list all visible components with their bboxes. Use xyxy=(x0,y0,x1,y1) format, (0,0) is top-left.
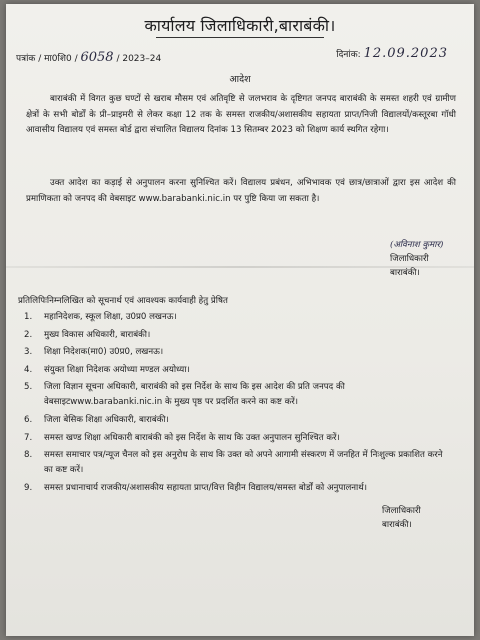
patrank-label: पत्रांक xyxy=(16,54,36,64)
copy-list xyxy=(16,310,452,498)
copy-item-number: 1. xyxy=(24,312,33,322)
signature-block xyxy=(390,238,443,280)
letter-date xyxy=(336,46,448,61)
copy-item-number: 5. xyxy=(24,382,33,393)
copy-item-text: जिला बेसिक शिक्षा अधिकारी, बाराबंकी। xyxy=(44,414,169,425)
signatory-designation: जिलाधिकारी xyxy=(390,254,429,264)
copy-item-number: 4. xyxy=(24,364,33,375)
signatory-place: बाराबंकी। xyxy=(390,268,420,278)
copy-heading: प्रतिलिपिःनिम्नलिखित को सूचनार्थ एवं आवश्यक कार्यवाही हेतु प्रेषित xyxy=(18,296,228,306)
copy-list-item xyxy=(16,448,452,478)
copy-item-number: 7. xyxy=(24,432,33,443)
final-signature-block xyxy=(382,498,421,532)
copy-item-text: समस्त खण्ड शिक्षा अधिकारी बाराबंकी को इस निर्देश के साथ कि उक्त अनुपालन सुनिश्चित करें। xyxy=(44,432,340,443)
signatory-name: (अविनाश कुमार) xyxy=(390,240,444,250)
copy-list-item xyxy=(16,431,452,446)
copy-list-item xyxy=(16,380,452,410)
copy-list-item xyxy=(16,481,452,496)
copy-list-item xyxy=(16,345,452,360)
copy-list-item xyxy=(16,328,452,343)
copy-list-item xyxy=(16,413,452,428)
patrank-prefix: / मा0शि0 / xyxy=(38,54,78,64)
copy-item-text: समस्त प्रधानाचार्य राजकीय/अशासकीय सहायता प्राप्त/वित्त विहीन विद्यालय/समस्त बोर्डों को अनुपालनार्थ। xyxy=(44,482,368,493)
order-heading: आदेश xyxy=(229,74,251,85)
copy-list-item xyxy=(16,363,452,378)
office-title: कार्यालय जिलाधिकारी,बाराबंकी। xyxy=(144,16,336,35)
patrank-year: / 2023–24 xyxy=(116,54,162,64)
order-paragraph-1: बाराबंकी में विगत कुछ घण्टों से खराब मौसम एवं अतिवृष्टि से जलभराव के दृष्टिगत जनपद बाराबंकी के समस्त शहरी एवं ग्रामीण क्षेत्रों के सभी बोर्डों के प्री–प्राइमरी से लेकर कक्षा 12 तक के समस्त राजकीय/अशासकीय सहायता प्राप्त/निजी विद्यालयों/कस्तूरबा गॉधी आवासीय विद्यालय एवं समस्त बोर्ड द्वारा संचालित विद्यालय दिनांक 13 सितम्बर 2023 को शिक्षण कार्य स्थगित रहेगा। xyxy=(26,94,456,135)
dinank-value: 12.09.2023 xyxy=(363,46,448,61)
copy-item-number: 9. xyxy=(24,482,33,493)
copy-item-number: 6. xyxy=(24,414,33,425)
letter-reference xyxy=(16,50,161,65)
document-page xyxy=(6,4,474,636)
title-underline xyxy=(156,37,324,38)
copy-item-number: 3. xyxy=(24,347,33,358)
final-designation: जिलाधिकारी xyxy=(382,506,421,516)
copy-item-number: 8. xyxy=(24,450,33,461)
copy-item-text: जिला विज्ञान सूचना अधिकारी, बाराबंकी को इस निर्देश के साथ कि इस आदेश की प्रति जनपद की वेबसाइटwww.barabanki.nic.in के मुख्य पृष्ठ पर प्रदर्शित करने का कष्ट करें। xyxy=(44,382,345,408)
copy-item-text: शिक्षा निदेशक(मा0) उ0प्र0, लखनऊ। xyxy=(44,347,164,358)
dinank-label: दिनांक: xyxy=(336,50,361,60)
order-paragraph-2: उक्त आदेश का कड़ाई से अनुपालन करना सुनिश्चित करें। विद्यालय प्रबंधन, अभिभावक एवं छात्र/छात्राओं द्वारा इस आदेश की प्रमाणिकता को जनपद की वेबसाइट www.barabanki.nic.in पर पुष्टि किया जा सकता है। xyxy=(26,178,456,204)
copy-item-text: मुख्य विकास अधिकारी, बाराबंकी। xyxy=(44,329,151,340)
copy-list-item xyxy=(16,310,452,325)
patrank-number: 6058 xyxy=(80,50,114,65)
final-place: बाराबंकी। xyxy=(382,520,412,530)
copy-item-text: महानिदेशक, स्कूल शिक्षा, उ0प्र0 लखनऊ। xyxy=(44,312,177,322)
copy-item-text: संयुक्त शिक्षा निदेशक अयोध्या मण्डल अयोध्या। xyxy=(44,364,190,375)
copy-item-number: 2. xyxy=(24,329,33,340)
copy-item-text: समस्त समाचार पत्र/न्यूज चैनल को इस अनुरोध के साथ कि उक्त को अपने आगामी संस्करण में जनहित में निःशुल्क प्रकाशित करने का कष्ट करें। xyxy=(44,450,443,476)
